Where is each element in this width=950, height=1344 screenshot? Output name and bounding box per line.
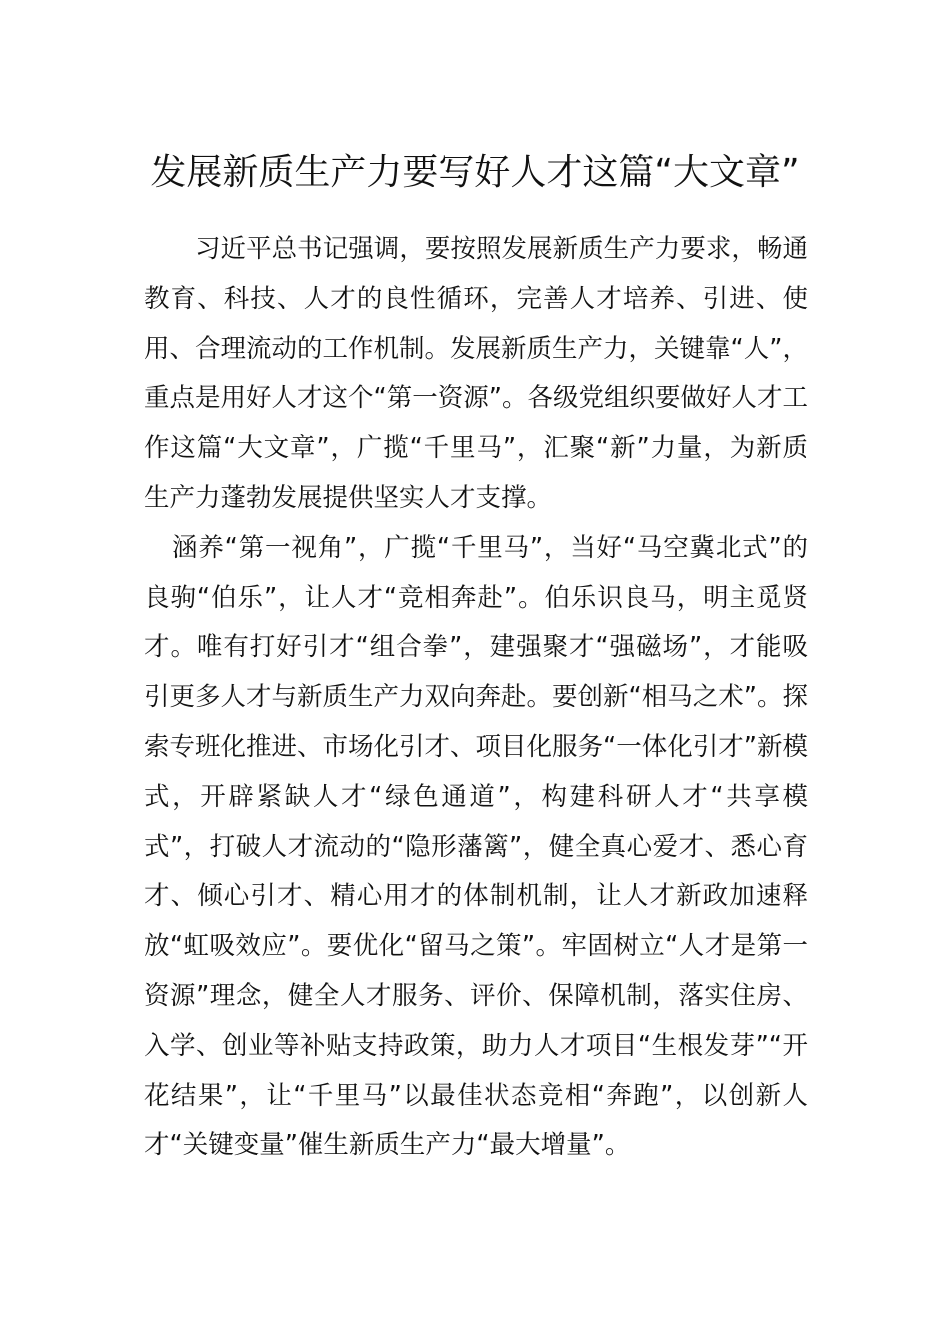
paragraph-talent-attraction: 涵养“第一视角”，广揽“千里马”，当好“马空冀北式”的良驹“伯乐”，让人才“竞相奔赴”。伯乐识良马，明主觅贤才。唯有打好引才“组合拳”，建强聚才“强磁场”，才能吸引更多人才与新质生产力双向奔赴。要创新“相马之术”。探索专班化推进、市场化引才、项目化服务“一体化引才”新模式，开辟紧缺人才“绿色通道”，构建科研人才“共享模式”，打破人才流动的“隐形藩篱”，健全真心爱才、悉心育才、倾心引才、精心用才的体制机制，让人才新政加速释放“虹吸效应”。要优化“留马之策”。牢固树立“人才是第一资源”理念，健全人才服务、评价、保障机制，落实住房、入学、创业等补贴支持政策，助力人才项目“生根发芽”“开花结果”，让“千里马”以最佳状态竞相“奔跑”，以创新人才“关键变量”催生新质生产力“最大增量”。 [144, 532, 808, 1161]
paragraph-intro: 习近平总书记强调，要按照发展新质生产力要求，畅通教育、科技、人才的良性循环，完善人才培养、引进、使用、合理流动的工作机制。发展新质生产力，关键靠“人”，重点是用好人才这个“第一资源”。各级党组织要做好人才工作这篇“大文章”，广揽“千里马”，汇聚“新”力量，为新质生产力蓬勃发展提供坚实人才支撑。 [144, 234, 808, 513]
document-body [144, 225, 808, 1171]
document-title: 发展新质生产力要写好人才这篇“大文章” [150, 152, 800, 194]
